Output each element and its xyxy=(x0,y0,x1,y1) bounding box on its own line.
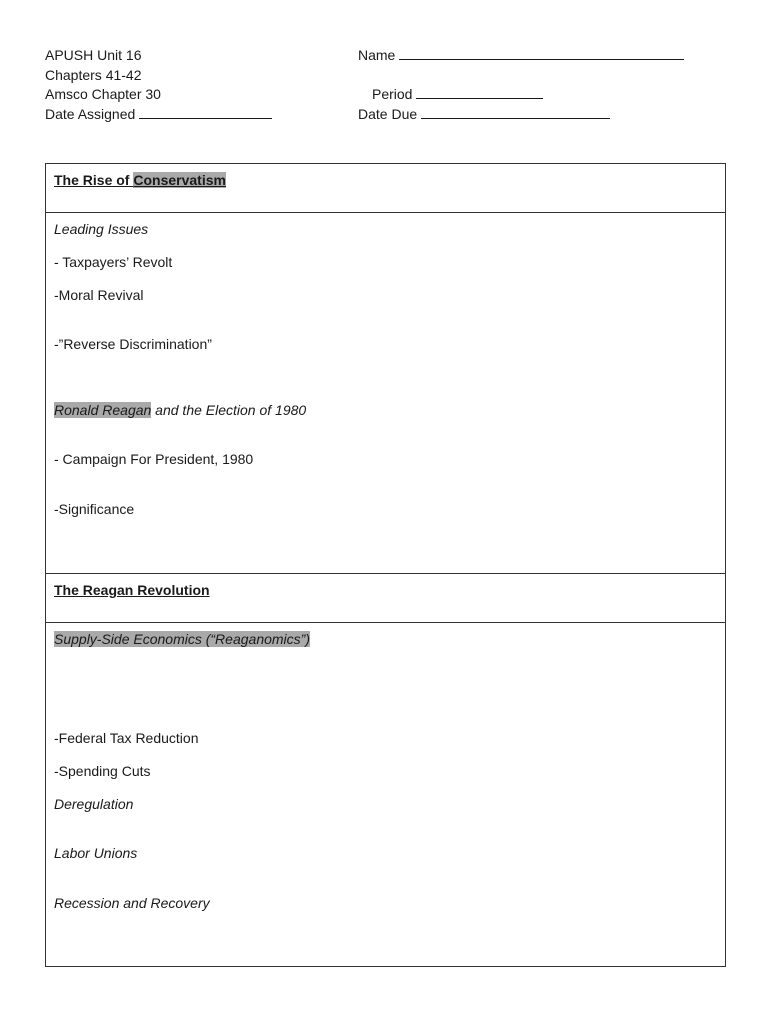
section2-title: The Reagan Revolution xyxy=(54,582,210,598)
supply-side-highlight: Supply-Side Economics (“Reaganomics”) xyxy=(54,631,310,647)
section2-content-box xyxy=(45,622,726,967)
reagan-highlight: Ronald Reagan xyxy=(54,402,152,418)
date-due-row xyxy=(358,105,684,125)
supply-side xyxy=(54,631,310,647)
date-assigned-row xyxy=(45,105,272,125)
section2-title-box xyxy=(45,573,726,623)
name-field[interactable] xyxy=(399,46,684,60)
name-label: Name xyxy=(358,47,396,63)
period-label: Period xyxy=(372,86,413,102)
federal-tax-reduction: -Federal Tax Reduction xyxy=(54,730,199,746)
date-due-field[interactable] xyxy=(421,105,610,119)
name-row xyxy=(358,46,684,66)
unit-label: APUSH Unit 16 xyxy=(45,47,142,63)
spending-cuts: -Spending Cuts xyxy=(54,763,151,779)
taxpayers-revolt: - Taxpayers’ Revolt xyxy=(54,254,173,270)
recession-recovery: Recession and Recovery xyxy=(54,895,210,911)
blank-row xyxy=(358,66,684,86)
labor-unions: Labor Unions xyxy=(54,845,138,861)
significance: -Significance xyxy=(54,501,135,517)
section1-title: The Rise of Conservatism xyxy=(54,172,226,188)
date-assigned-label: Date Assigned xyxy=(45,105,136,122)
amsco-label: Amsco Chapter 30 xyxy=(45,86,161,102)
section1-content-box xyxy=(45,212,726,574)
header-right xyxy=(358,46,684,124)
section1-title-box xyxy=(45,163,726,213)
conservatism-highlight: Conservatism xyxy=(133,172,226,188)
campaign-1980: - Campaign For President, 1980 xyxy=(54,451,254,467)
moral-revival: -Moral Revival xyxy=(54,287,144,303)
period-row xyxy=(358,85,684,105)
header-left xyxy=(45,46,272,124)
reverse-discrimination: -”Reverse Discrimination” xyxy=(54,336,212,352)
date-due-label: Date Due xyxy=(358,105,418,122)
chapters-label: Chapters 41-42 xyxy=(45,66,142,83)
date-assigned-field[interactable] xyxy=(139,105,272,119)
period-field[interactable] xyxy=(416,85,543,99)
deregulation: Deregulation xyxy=(54,796,134,812)
reagan-election: Ronald Reagan and the Election of 1980 xyxy=(54,402,307,418)
leading-issues: Leading Issues xyxy=(54,221,149,237)
